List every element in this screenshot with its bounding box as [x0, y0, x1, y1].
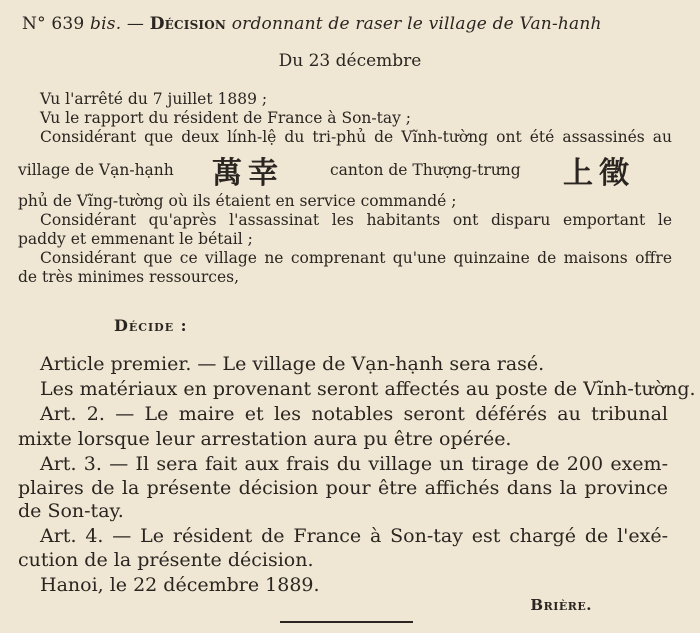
closing-rule: [280, 621, 413, 623]
article-line: Art. 3. — Il sera fait aux frais du village un tirage de 200 exem-: [40, 453, 668, 475]
consideration-line: Considérant que ce village ne comprenant qu'une quinzaine de maisons offre: [40, 249, 672, 267]
article-line: mixte lorsque leur arrestation aura pu être opérée.: [18, 428, 512, 450]
article-line: Article premier. — Le village de Vạn-hạnh sera rasé.: [40, 353, 545, 375]
decision-word: Décision: [149, 14, 227, 34]
article-line: Les matériaux en provenant seront affectés au poste de Vĩnh-tường.: [40, 378, 696, 400]
consideration-line: de très minimes ressources,: [18, 268, 240, 286]
consideration-line: Vu l'arrêté du 7 juillet 1889 ;: [40, 90, 268, 108]
decision-date: Du 23 décembre: [278, 51, 422, 71]
decision-bis: bis.: [90, 14, 122, 34]
decision-number: N° 639: [22, 14, 85, 34]
article-line: de Son-tay.: [18, 500, 124, 522]
decision-heading: [22, 14, 602, 34]
article-line: cution de la présente décision.: [18, 549, 314, 571]
decision-title: ordonnant de raser le village de Van-hanh: [231, 14, 602, 34]
consideration-line: village de Vạn-hạnh: [18, 161, 174, 179]
heading-dash: —: [126, 14, 145, 34]
chinese-village-name: 萬幸: [212, 156, 284, 191]
article-line: Hanoi, le 22 décembre 1889.: [40, 574, 320, 596]
signature: Brière.: [530, 596, 592, 614]
article-line: Art. 4. — Le résident de France à Son-tay est chargé de l'exé-: [40, 525, 668, 547]
chinese-canton-name: 上徵: [563, 156, 635, 191]
article-line: Art. 2. — Le maire et les notables seront déférés au tribunal: [40, 403, 668, 425]
consideration-line: canton de Thượng-trưng: [330, 161, 521, 179]
consideration-line: Considérant qu'après l'assassinat les habitants ont disparu emportant le: [40, 211, 672, 229]
article-line: plaires de la présente décision pour être affichés dans la province: [18, 477, 668, 499]
consideration-line: Considérant que deux lính-lệ du tri-phủ de Vĩnh-tường ont été assassinés au: [40, 128, 672, 146]
decide-heading: Décide :: [114, 316, 188, 335]
consideration-line: paddy et emmenant le bétail ;: [18, 230, 253, 248]
consideration-line: Vu le rapport du résident de France à Son-tay ;: [40, 109, 412, 127]
consideration-line: phủ de Vĩng-tường où ils étaient en service commandé ;: [18, 192, 457, 210]
